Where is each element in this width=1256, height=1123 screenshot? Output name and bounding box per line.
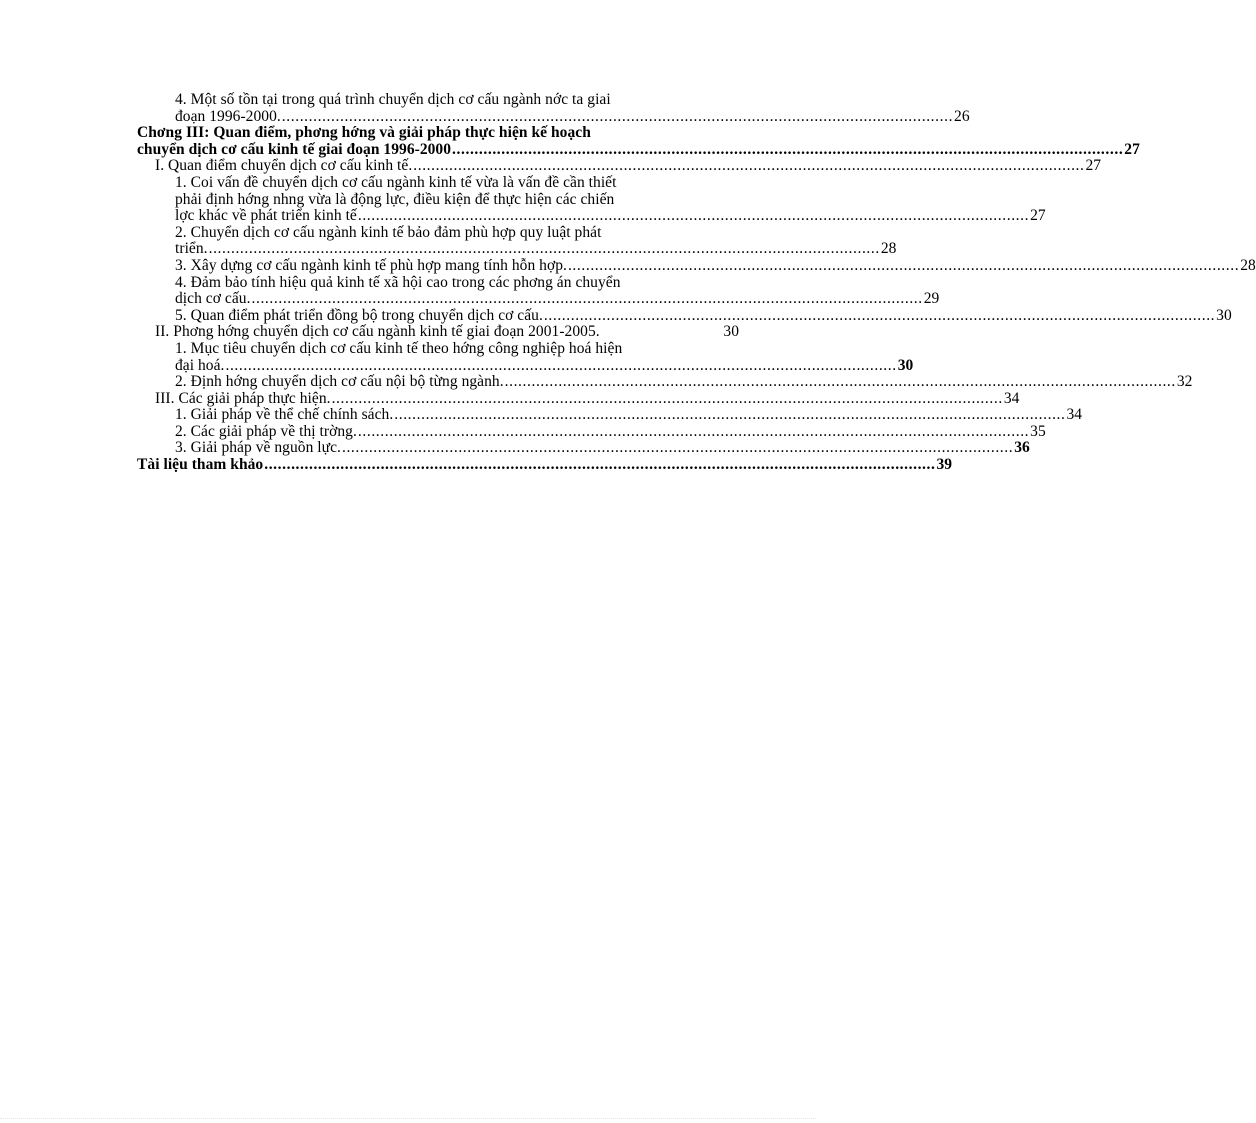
toc-entry-item (175, 256, 1256, 275)
toc-entry-leader-line (175, 290, 940, 308)
toc-entry-chapter (137, 456, 953, 474)
toc-entry-leader-line (137, 456, 953, 474)
dot-leader: ...................................................................................................................................................... (504, 373, 1176, 391)
toc-entry-item (175, 173, 1046, 225)
toc-entry-title: triển. (175, 240, 208, 258)
dot-leader: ...................................................................................................................................................... (251, 290, 923, 308)
toc-entry-title: đoạn 1996-2000. (175, 107, 281, 125)
toc-entry-page-number: 26 (954, 107, 970, 125)
toc-entry-page-number: 39 (936, 456, 953, 474)
dot-leader: ...................................................................................................................................................... (452, 140, 1124, 158)
toc-entry-page-number: 30 (1216, 306, 1232, 324)
toc-entry-chapter (137, 124, 1140, 158)
toc-entry-leader-line (155, 324, 739, 341)
toc-entry-leader-line (175, 306, 1232, 325)
toc-entry-page-number: 28 (880, 240, 897, 258)
toc-entry-page-number: 34 (1003, 389, 1020, 407)
toc-entry-title: III. Các giải pháp thực hiện. (155, 389, 331, 407)
toc-entry-section (155, 324, 739, 341)
toc-entry-title: 3. Xây dựng cơ cấu ngành kinh tế phù hợp mang tính hỗn hợp. (175, 256, 567, 274)
dot-leader: ...................................................................................................................................................... (357, 207, 1030, 225)
toc-entry-section (155, 157, 1102, 175)
toc-entry-section (155, 389, 1020, 408)
toc-entry-leader-line (175, 406, 1083, 424)
toc-entry-title: dịch cơ cấu. (175, 290, 251, 308)
toc-entry-leader-line (175, 240, 897, 258)
toc-entry-title: 3. Giải pháp về nguồn lực. (175, 439, 341, 457)
toc-entry-page-number: 35 (1030, 422, 1046, 440)
dot-leader: ...................................................................................................................................................... (331, 389, 1003, 407)
toc-entry-page-number: 27 (1030, 207, 1046, 225)
toc-entry-text-line: 4. Một số tồn tại trong quá trình chuyển dịch cơ cấu ngành nớc ta giai (175, 91, 611, 108)
toc-entry-page-number: 28 (1240, 256, 1256, 274)
toc-entry-page-number: 27 (1085, 157, 1102, 175)
toc-entry-item (175, 373, 1193, 391)
dot-leader: ...................................................................................................................................................... (394, 406, 1066, 424)
dot-leader: ...................................................................................................................................................... (281, 107, 954, 125)
toc-entry-page-number: 27 (1124, 140, 1140, 158)
toc-entry-leader-line (175, 373, 1193, 391)
toc-entry-text-line: 2. Chuyển dịch cơ cấu ngành kinh tế bảo đảm phù hợp quy luật phát (175, 223, 602, 241)
toc-entry-leader-line (175, 107, 970, 126)
toc-entry-page-number: 36 (1014, 439, 1030, 457)
toc-entry-item (175, 422, 1046, 441)
toc-entry-item (175, 439, 1030, 457)
toc-entry-leader-line (175, 207, 1046, 225)
table-of-contents (0, 91, 1256, 474)
toc-entry-title: 2. Định hớng chuyển dịch cơ cấu nội bộ từng ngành. (175, 373, 504, 391)
dot-leader: ...................................................................................................................................................... (225, 356, 897, 374)
toc-entry-page-number: 32 (1176, 373, 1193, 391)
toc-entry-leader-line (155, 157, 1102, 175)
toc-entry-text-line: Chơng III: Quan điểm, phơng hớng và giải pháp thực hiện kế hoạch (137, 124, 591, 142)
dot-leader: ...................................................................................................................................................... (264, 456, 936, 474)
dot-leader: ...................................................................................................................................................... (357, 422, 1030, 440)
toc-entry-item (175, 306, 1232, 325)
toc-entry-page-number: 30 (723, 323, 739, 341)
dot-leader: ...................................................................................................................................................... (543, 306, 1216, 324)
toc-entry-text-line: 1. Mục tiêu chuyển dịch cơ cấu kinh tế theo hớng công nghiệp hoá hiện (175, 339, 623, 357)
toc-entry-leader-line (137, 140, 1140, 159)
toc-entry-title: 5. Quan điểm phát triển đồng bộ trong chuyển dịch cơ cấu. (175, 306, 543, 324)
toc-entry-page-number: 34 (1066, 406, 1083, 424)
toc-entry-title: II. Phơng hớng chuyển dịch cơ cấu ngành kinh tế giai đoạn 2001-2005. (155, 323, 600, 341)
toc-entry-title: lợc khác về phát triển kinh tế (175, 207, 357, 225)
toc-entry-leader-line (175, 439, 1030, 457)
toc-entry-page-number: 29 (923, 290, 940, 308)
toc-entry-text-line: phải định hớng nhng vừa là động lực, điều kiện để thực hiện các chiến (175, 190, 615, 208)
toc-entry-page-number: 30 (897, 356, 914, 374)
toc-entry-item (175, 273, 940, 308)
toc-entry-leader-line (155, 389, 1020, 408)
toc-entry-item (175, 406, 1083, 424)
dot-leader: ...................................................................................................................................................... (208, 240, 880, 258)
dot-leader: ...................................................................................................................................................... (341, 439, 1014, 457)
toc-entry-title: Tài liệu tham khảo (137, 456, 264, 474)
toc-entry-title: đại hoá. (175, 356, 225, 374)
toc-entry-title: 1. Giải pháp về thể chế chính sách. (175, 406, 394, 424)
toc-entry-text-line: 1. Coi vấn đề chuyển dịch cơ cấu ngành kinh tế vừa là vấn đề cần thiết (175, 173, 617, 191)
toc-entry-item (175, 91, 970, 125)
toc-entry-leader-line (175, 422, 1046, 441)
toc-entry-title: 2. Các giải pháp về thị trờng. (175, 422, 357, 440)
dot-leader: ...................................................................................................................................................... (413, 157, 1085, 175)
toc-entry-item (175, 223, 897, 258)
page-bottom-divider (0, 1118, 816, 1120)
toc-entry-text-line: 4. Đảm bảo tính hiệu quả kinh tế xã hội cao trong các phơng án chuyển (175, 273, 621, 291)
toc-entry-leader-line (175, 356, 914, 375)
dot-leader: ...................................................................................................................................................... (567, 256, 1240, 274)
toc-entry-title: I. Quan điểm chuyển dịch cơ cấu kinh tế. (155, 157, 413, 175)
toc-entry-title: chuyển dịch cơ cấu kinh tế giai đoạn 1996-2000 (137, 140, 452, 158)
toc-entry-leader-line (175, 256, 1256, 275)
toc-entry-item (175, 339, 914, 374)
